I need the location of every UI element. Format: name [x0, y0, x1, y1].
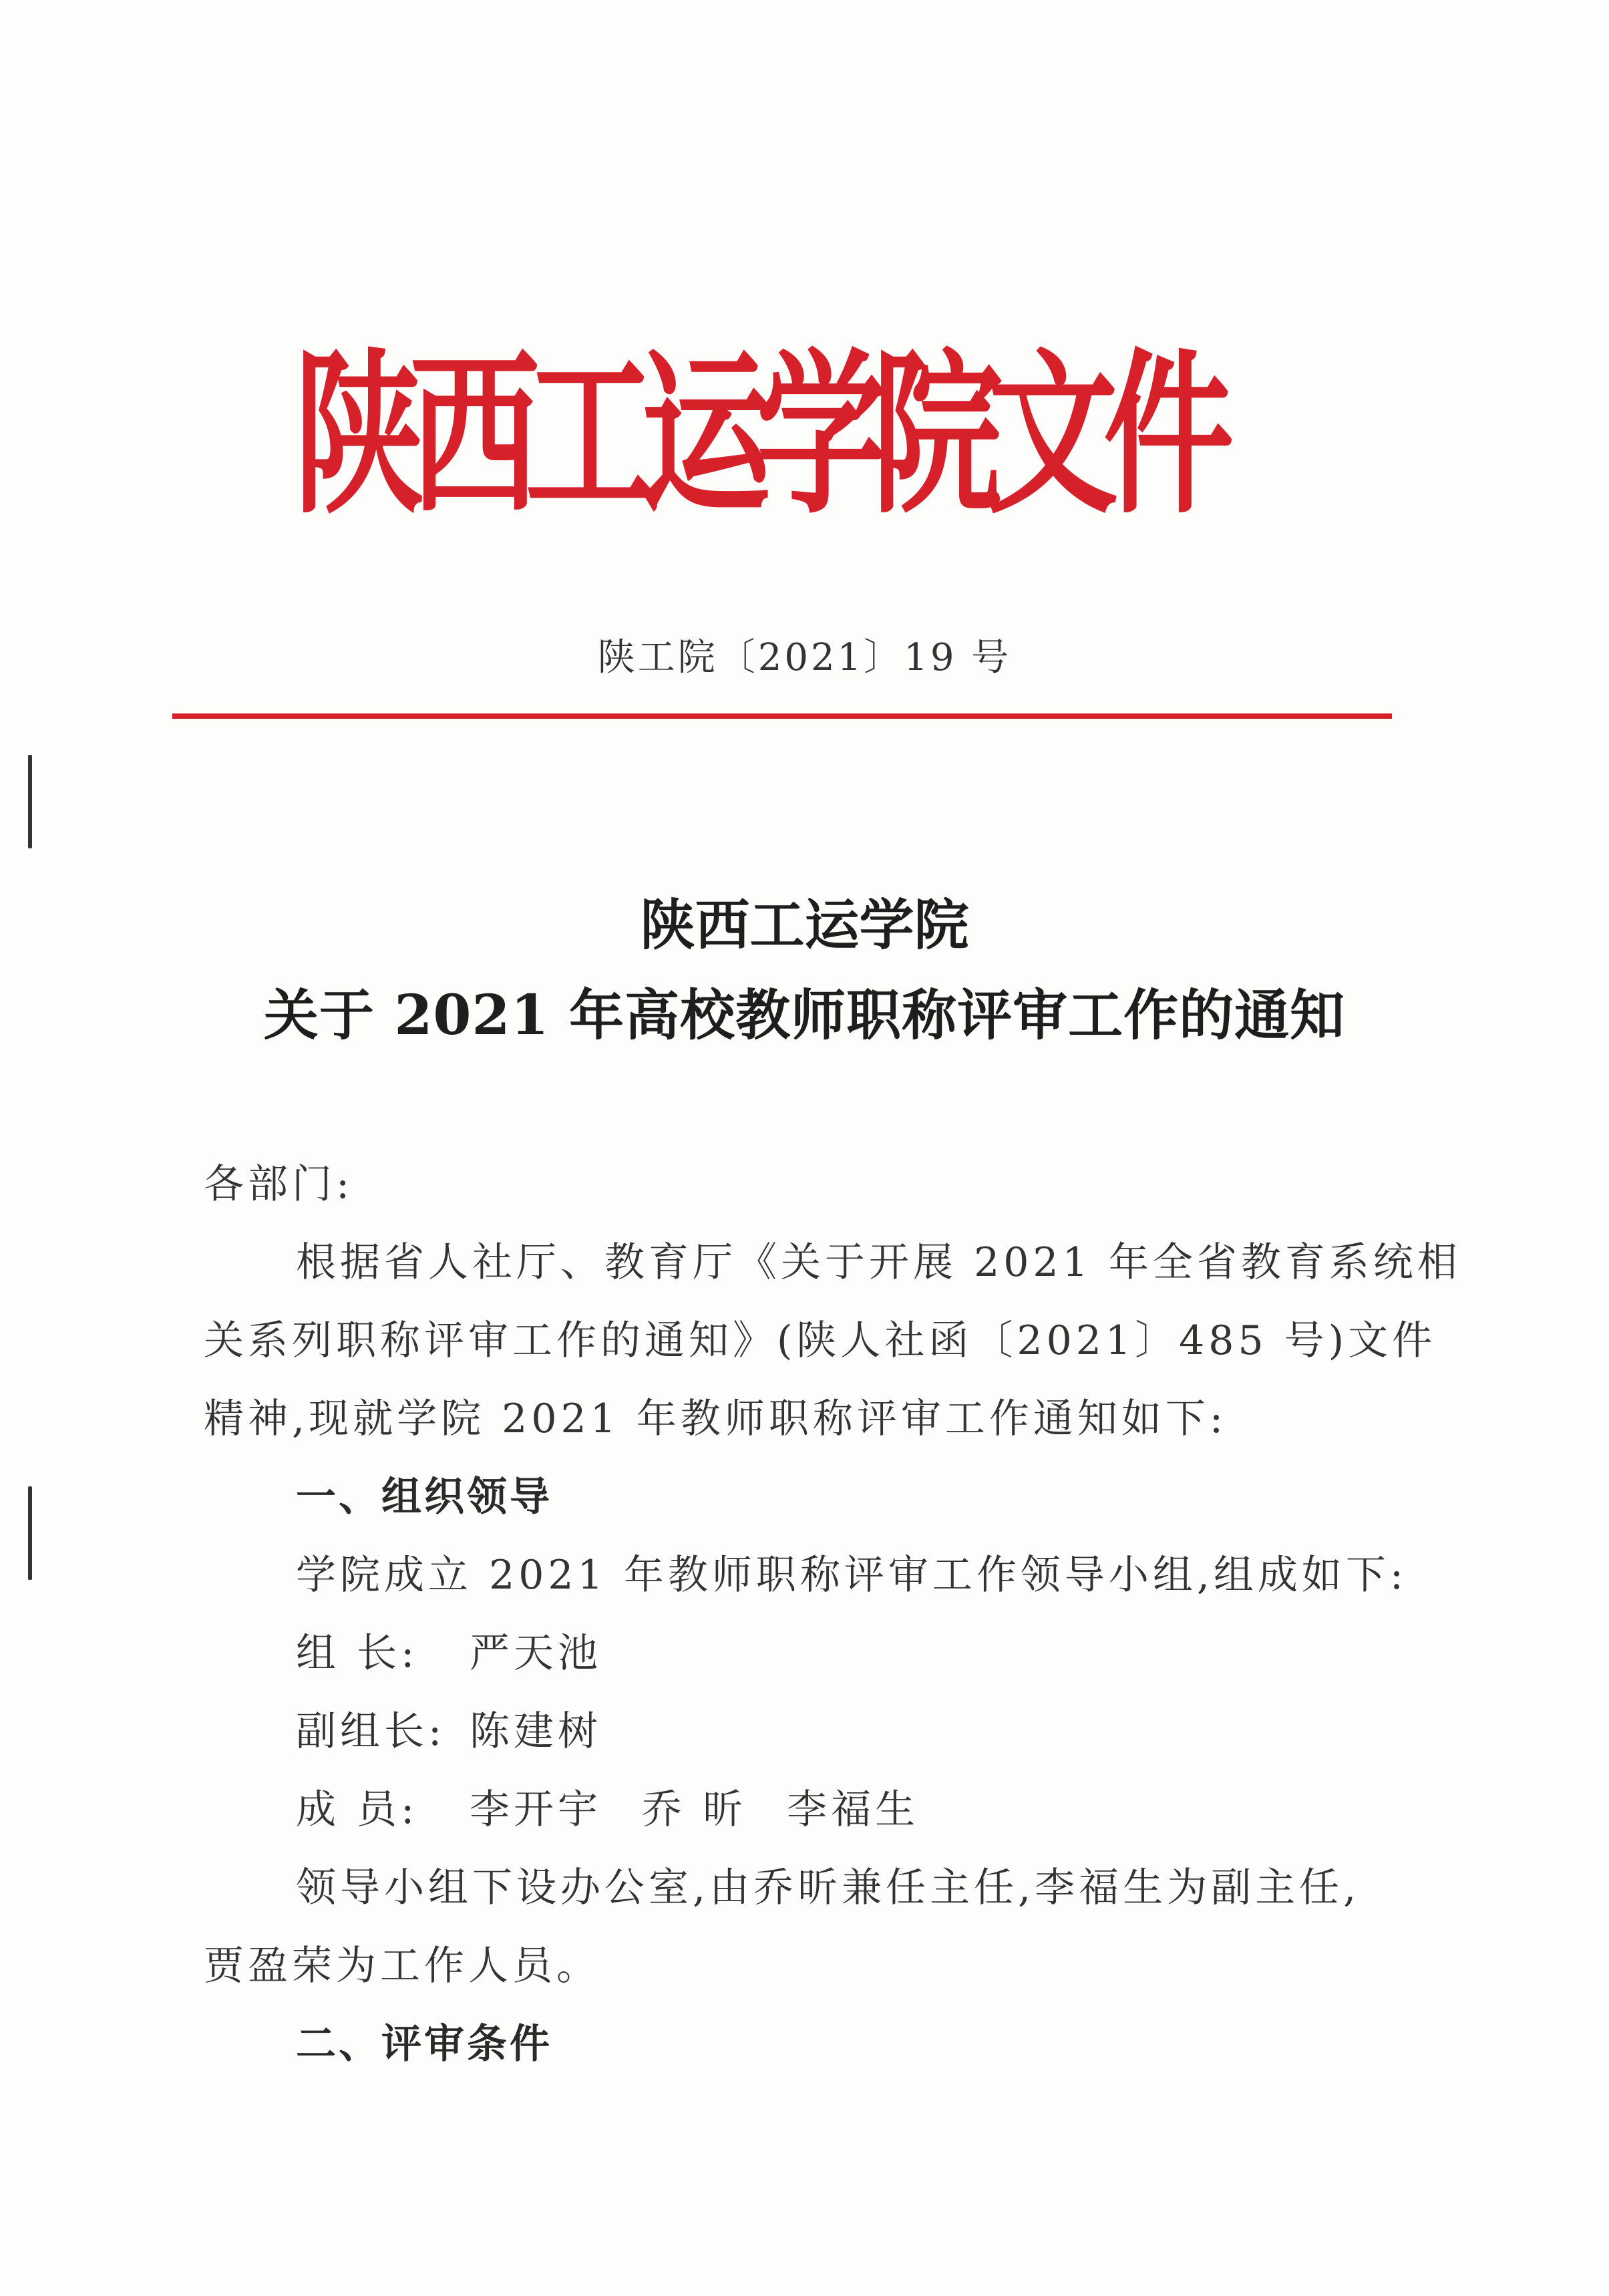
office-line: 贾盈荣为工作人员。	[204, 1943, 600, 1989]
document-number: 陕工院〔2021〕19 号	[597, 636, 1012, 679]
section-intro: 学院成立 2021 年教师职称评审工作领导小组,组成如下:	[296, 1552, 1408, 1599]
members-row	[204, 1771, 1439, 1849]
section-heading-organization: 一、组织领导	[296, 1474, 552, 1520]
person-name: 李开宇	[470, 1786, 602, 1833]
paragraph-line: 关系列职称评审工作的通知》(陕人社函〔2021〕485 号)文件	[204, 1317, 1437, 1364]
member-names	[470, 1786, 959, 1833]
leader-row	[204, 1615, 1439, 1693]
person-name: 陈建树	[470, 1708, 602, 1755]
person-name: 严天池	[470, 1630, 602, 1677]
office-line: 领导小组下设办公室,由乔昕兼任主任,李福生为副主任,	[296, 1864, 1361, 1911]
person-name: 李福生	[787, 1786, 920, 1833]
role-label: 组 长:	[296, 1630, 419, 1677]
person-name: 乔 昕	[642, 1786, 747, 1833]
title-line-2: 关于 2021 年高校教师职称评审工作的通知	[263, 983, 1346, 1047]
salutation: 各部门:	[204, 1161, 354, 1208]
document-body	[204, 1146, 1461, 2084]
binding-mark	[28, 755, 32, 848]
deputy-row	[204, 1693, 1439, 1771]
role-label: 副组长:	[296, 1708, 446, 1755]
title-line-1: 陕西工运学院	[640, 893, 969, 957]
red-divider	[172, 713, 1392, 719]
paragraph-line: 根据省人社厅、教育厅《关于开展 2021 年全省教育系统相	[296, 1239, 1461, 1286]
section-heading-criteria: 二、评审条件	[296, 2021, 552, 2068]
document-masthead: 陕西工运学院文件	[294, 331, 1220, 538]
binding-mark	[28, 1486, 32, 1580]
paragraph-line: 精神,现就学院 2021 年教师职称评审工作通知如下:	[204, 1396, 1228, 1442]
role-label: 成 员:	[296, 1786, 419, 1833]
